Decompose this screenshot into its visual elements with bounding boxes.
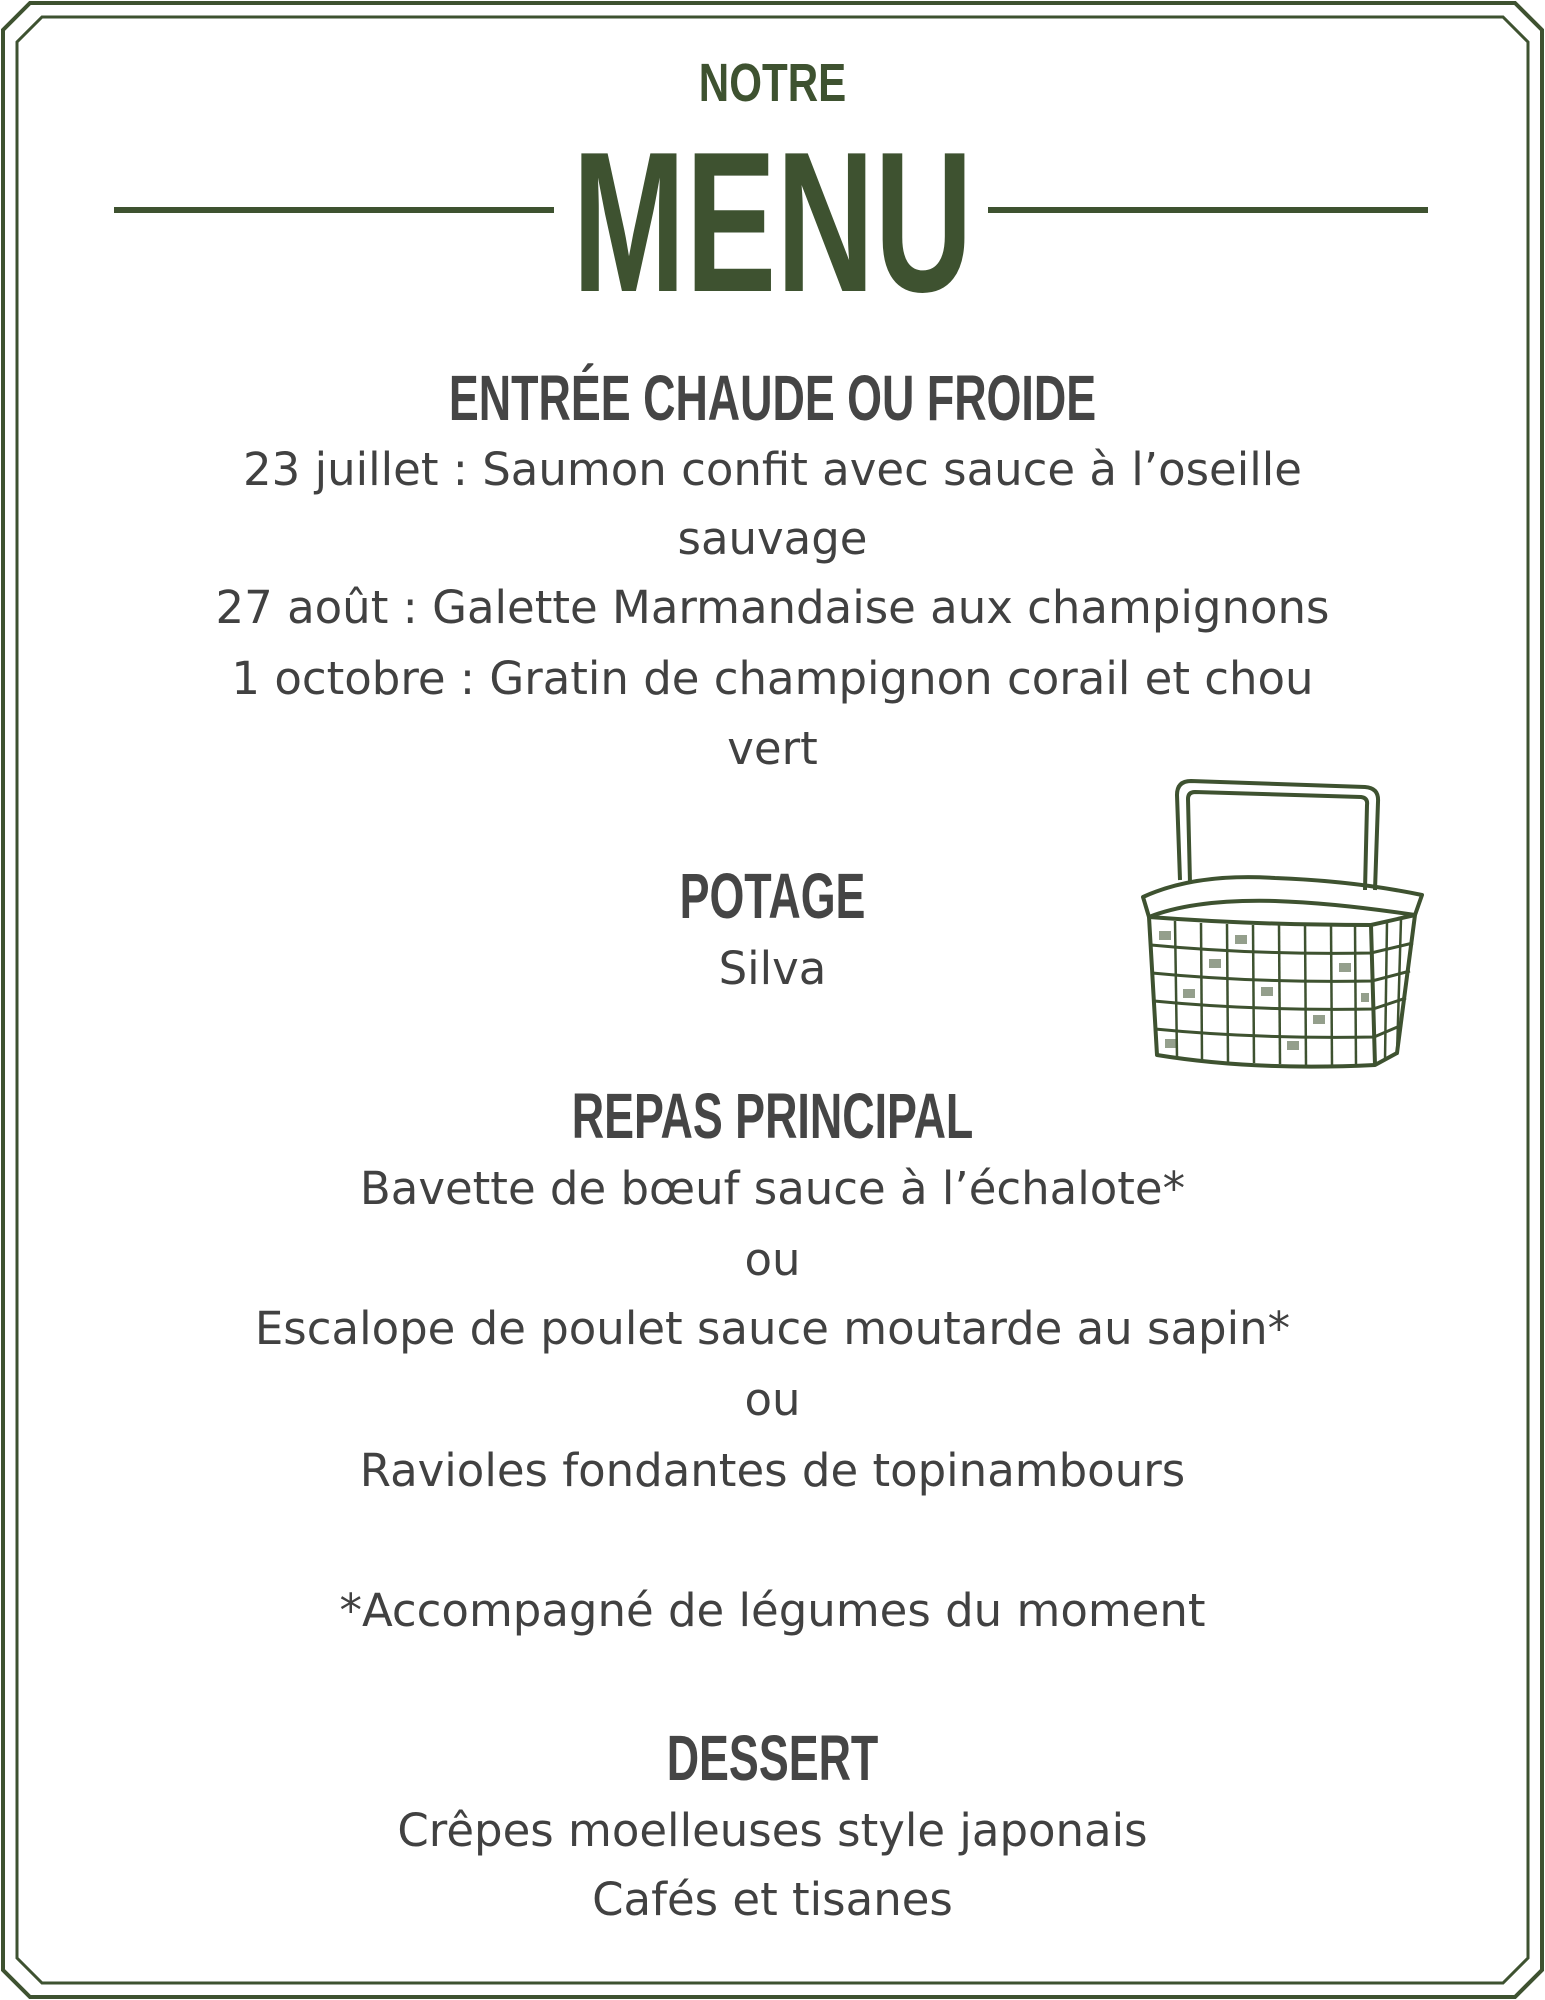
entree-line: sauvage	[677, 512, 868, 565]
header-menu-title: MENU	[572, 111, 973, 334]
entree-line: 23 juillet : Saumon confit avec sauce à l’oseille	[243, 443, 1302, 496]
repas-line: ou	[744, 1233, 801, 1286]
section-title-entree: ENTRÉE CHAUDE OU FROIDE	[448, 362, 1097, 434]
section-title-dessert: DESSERT	[666, 1722, 879, 1794]
repas-line: Escalope de poulet sauce moutarde au sapin*	[254, 1302, 1291, 1355]
repas-line: Ravioles fondantes de topinambours	[359, 1444, 1186, 1497]
section-title-potage: POTAGE	[679, 860, 866, 932]
repas-line: ou	[744, 1373, 801, 1426]
entree-line: 27 août : Galette Marmandaise aux champignons	[215, 581, 1330, 634]
header-divider-right	[988, 207, 1428, 213]
header-menu-row	[0, 111, 1545, 334]
potage-line: Silva	[718, 942, 827, 995]
repas-line: Bavette de bœuf sauce à l’échalote*	[359, 1162, 1186, 1215]
section-title-repas: REPAS PRINCIPAL	[571, 1080, 974, 1152]
repas-note: *Accompagné de légumes du moment	[339, 1584, 1206, 1637]
basket-icon	[1135, 775, 1430, 1080]
entree-line: 1 octobre : Gratin de champignon corail et chou	[231, 652, 1314, 705]
dessert-line: Crêpes moelleuses style japonais	[397, 1804, 1148, 1857]
entree-line: vert	[727, 722, 818, 775]
dessert-line: Cafés et tisanes	[592, 1873, 953, 1926]
header-notre: NOTRE	[698, 53, 847, 113]
